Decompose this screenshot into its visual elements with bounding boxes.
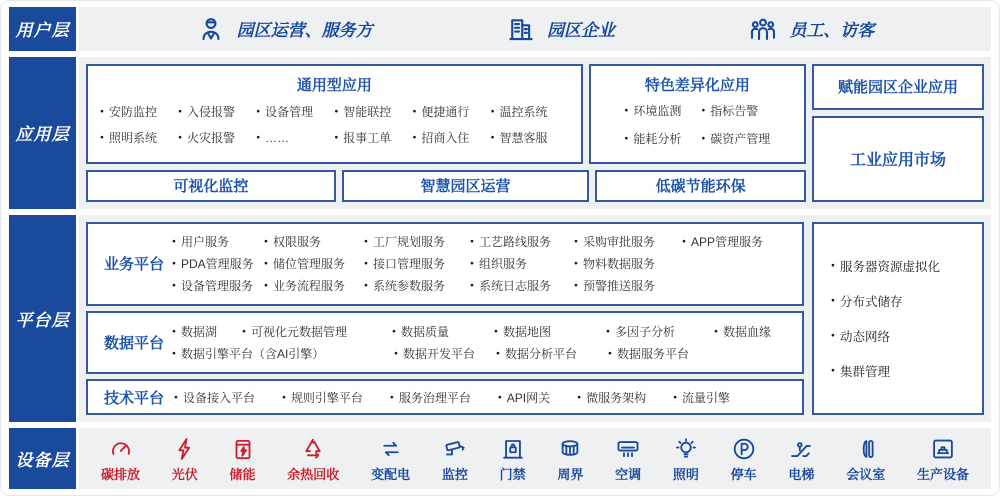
platform-item: ● 接口管理服务 (364, 255, 470, 272)
platform-item: ● 数据开发平台 (394, 345, 496, 362)
data-platform-list (172, 317, 794, 368)
device-label: 变配电 (371, 467, 411, 483)
data-platform-title: 数据平台 (103, 334, 164, 352)
platform-layer-content (79, 215, 991, 423)
recycle-icon (300, 436, 326, 462)
app-item: ● 智能联控 (334, 103, 412, 120)
device-label: 周界 (557, 467, 584, 483)
bulb-icon (673, 436, 699, 462)
app-item: ● 报事工单 (334, 129, 412, 146)
app-item: ● 指标告警 (701, 102, 770, 119)
app-item: ● 环境监测 (624, 102, 681, 119)
app-item: ● 入侵报警 (178, 103, 256, 120)
infrastructure-box (812, 222, 984, 416)
application-layer-content (79, 57, 991, 209)
device-item-elevator (788, 436, 814, 483)
application-layer-row (9, 57, 991, 209)
device-layer-content (79, 428, 991, 489)
app-item: ● 招商入住 (412, 129, 490, 146)
cctv-icon (442, 436, 468, 462)
platform-item: ● 物料数据服务 (574, 255, 682, 272)
device-label: 碳排放 (101, 467, 141, 483)
business-platform-title: 业务平台 (103, 256, 164, 274)
app-item: ● 火灾报警 (178, 129, 256, 146)
app-item: ● 智慧客服 (491, 129, 569, 146)
platform-layer-row (9, 215, 991, 423)
platform-item: ● 工厂规划服务 (364, 233, 470, 250)
empower-enterprise-apps-box: 赋能园区企业应用 (812, 64, 984, 110)
device-item-solar (172, 436, 198, 483)
tech-platform-title: 技术平台 (103, 389, 164, 407)
device-label: 余热回收 (287, 467, 340, 483)
transfer-arrows-icon (378, 436, 404, 462)
platform-item: ● 权限服务 (264, 233, 364, 250)
application-layer-label: 应用层 (9, 57, 76, 209)
platform-item: ● 微服务架构 (577, 389, 646, 406)
app-item: ● 设备管理 (256, 103, 334, 120)
platform-item: ● 数据引擎平台（含AI引擎） (172, 345, 394, 362)
platform-item: ● 设备管理服务 (172, 277, 264, 294)
app-item: ● 便捷通行 (412, 103, 490, 120)
device-item-parking (731, 436, 757, 483)
infra-item: ● 集群管理 (831, 362, 982, 380)
device-label: 照明 (672, 467, 699, 483)
platform-item: ● 数据湖 (172, 323, 242, 340)
platform-item: ● 数据血缘 (714, 323, 794, 340)
platform-item: ● 可视化元数据管理 (242, 323, 392, 340)
platform-item: ● 数据分析平台 (496, 345, 608, 362)
general-apps-title: 通用型应用 (296, 76, 372, 94)
platform-item: ● 工艺路线服务 (470, 233, 574, 250)
escalator-icon (788, 436, 814, 462)
device-item-perimeter (557, 436, 583, 483)
infra-item: ● 分布式储存 (831, 292, 982, 310)
data-platform-box (86, 311, 804, 374)
platform-item: ● 多因子分析 (606, 323, 714, 340)
battery-icon (230, 436, 256, 462)
business-platform-list (172, 228, 794, 300)
user-group-label: 园区运营、服务方 (236, 21, 373, 41)
platform-item: ● 系统日志服务 (470, 277, 574, 294)
tech-platform-box (86, 379, 804, 415)
user-group-label: 园区企业 (546, 21, 615, 41)
building-icon (506, 14, 536, 44)
app-item: ● 照明系统 (100, 129, 178, 146)
device-item-power-distribution (371, 436, 410, 483)
device-item-heat-recovery (287, 436, 339, 483)
user-group-enterprises (506, 14, 615, 44)
device-item-storage (230, 436, 256, 483)
device-label: 电梯 (788, 467, 815, 483)
platform-item: ● 服务治理平台 (390, 389, 471, 406)
device-label: 监控 (441, 467, 468, 483)
platform-item: ● 用户服务 (172, 233, 264, 250)
platform-item: ● APP管理服务 (682, 233, 794, 250)
platform-item: ● 预警推送服务 (574, 277, 682, 294)
people-icon (748, 14, 778, 44)
business-platform-box (86, 222, 804, 306)
device-item-carbon (101, 436, 140, 483)
meeting-room-icon (853, 436, 879, 462)
device-item-surveillance (442, 436, 468, 483)
device-item-access-control (500, 436, 526, 483)
infra-item: ● 服务器资源虚拟化 (831, 257, 982, 275)
user-group-label: 员工、访客 (789, 21, 875, 41)
device-item-hvac (615, 436, 641, 483)
special-apps-title: 特色差异化应用 (644, 76, 750, 94)
device-label: 储能 (229, 467, 256, 483)
operator-icon (196, 14, 226, 44)
platform-item: ● 采购审批服务 (574, 233, 682, 250)
user-group-operators (196, 14, 373, 44)
platform-layer-label: 平台层 (9, 215, 76, 423)
smart-park-operation-bar: 智慧园区运营 (342, 170, 590, 202)
platform-item: ● 数据服务平台 (608, 345, 794, 362)
platform-item: ● API网关 (498, 389, 550, 406)
ac-icon (615, 436, 641, 462)
platform-item: ● 设备接入平台 (174, 389, 255, 406)
parking-icon (731, 436, 757, 462)
platform-item: ● 业务流程服务 (264, 277, 364, 294)
user-layer-content (79, 7, 991, 51)
platform-item: ● 流量引擎 (673, 389, 730, 406)
app-item: ● 温控系统 (491, 103, 569, 120)
perimeter-icon (557, 436, 583, 462)
tech-platform-list (172, 389, 794, 406)
platform-item: ● PDA管理服务 (172, 255, 264, 272)
device-label: 空调 (615, 467, 642, 483)
app-item: ● 碳资产管理 (701, 130, 770, 147)
device-label: 门禁 (499, 467, 526, 483)
device-layer-label: 设备层 (9, 428, 76, 489)
device-layer-row (9, 428, 991, 489)
device-label: 光伏 (171, 467, 198, 483)
device-label: 会议室 (846, 467, 886, 483)
door-lock-icon (500, 436, 526, 462)
app-item: ● …… (256, 129, 334, 146)
platform-item: ● 数据质量 (392, 323, 494, 340)
visual-monitoring-bar: 可视化监控 (86, 170, 336, 202)
special-apps-list (599, 95, 796, 155)
app-item: ● 安防监控 (100, 103, 178, 120)
user-group-staff-visitors (748, 14, 874, 44)
industrial-app-market-box: 工业应用市场 (812, 116, 984, 202)
platform-item: ● 系统参数服务 (364, 277, 470, 294)
machine-icon (930, 436, 956, 462)
user-layer-label: 用户层 (9, 7, 76, 51)
app-item: ● 能耗分析 (624, 130, 681, 147)
device-label: 生产设备 (916, 467, 969, 483)
platform-item: ● 储位管理服务 (264, 255, 364, 272)
user-layer-row (9, 7, 991, 51)
device-item-meeting-room (846, 436, 885, 483)
lightning-icon (172, 436, 198, 462)
device-label: 停车 (730, 467, 757, 483)
low-carbon-bar: 低碳节能环保 (595, 170, 806, 202)
platform-item: ● 组织服务 (470, 255, 574, 272)
gauge-icon (108, 436, 134, 462)
general-apps-box (86, 64, 583, 164)
special-apps-box (589, 64, 806, 164)
platform-item: ● 数据地图 (494, 323, 606, 340)
device-item-lighting (673, 436, 699, 483)
device-item-production-equipment (917, 436, 969, 483)
general-apps-list (98, 95, 571, 155)
infra-item: ● 动态网络 (831, 327, 982, 345)
platform-item: ● 规则引擎平台 (282, 389, 363, 406)
